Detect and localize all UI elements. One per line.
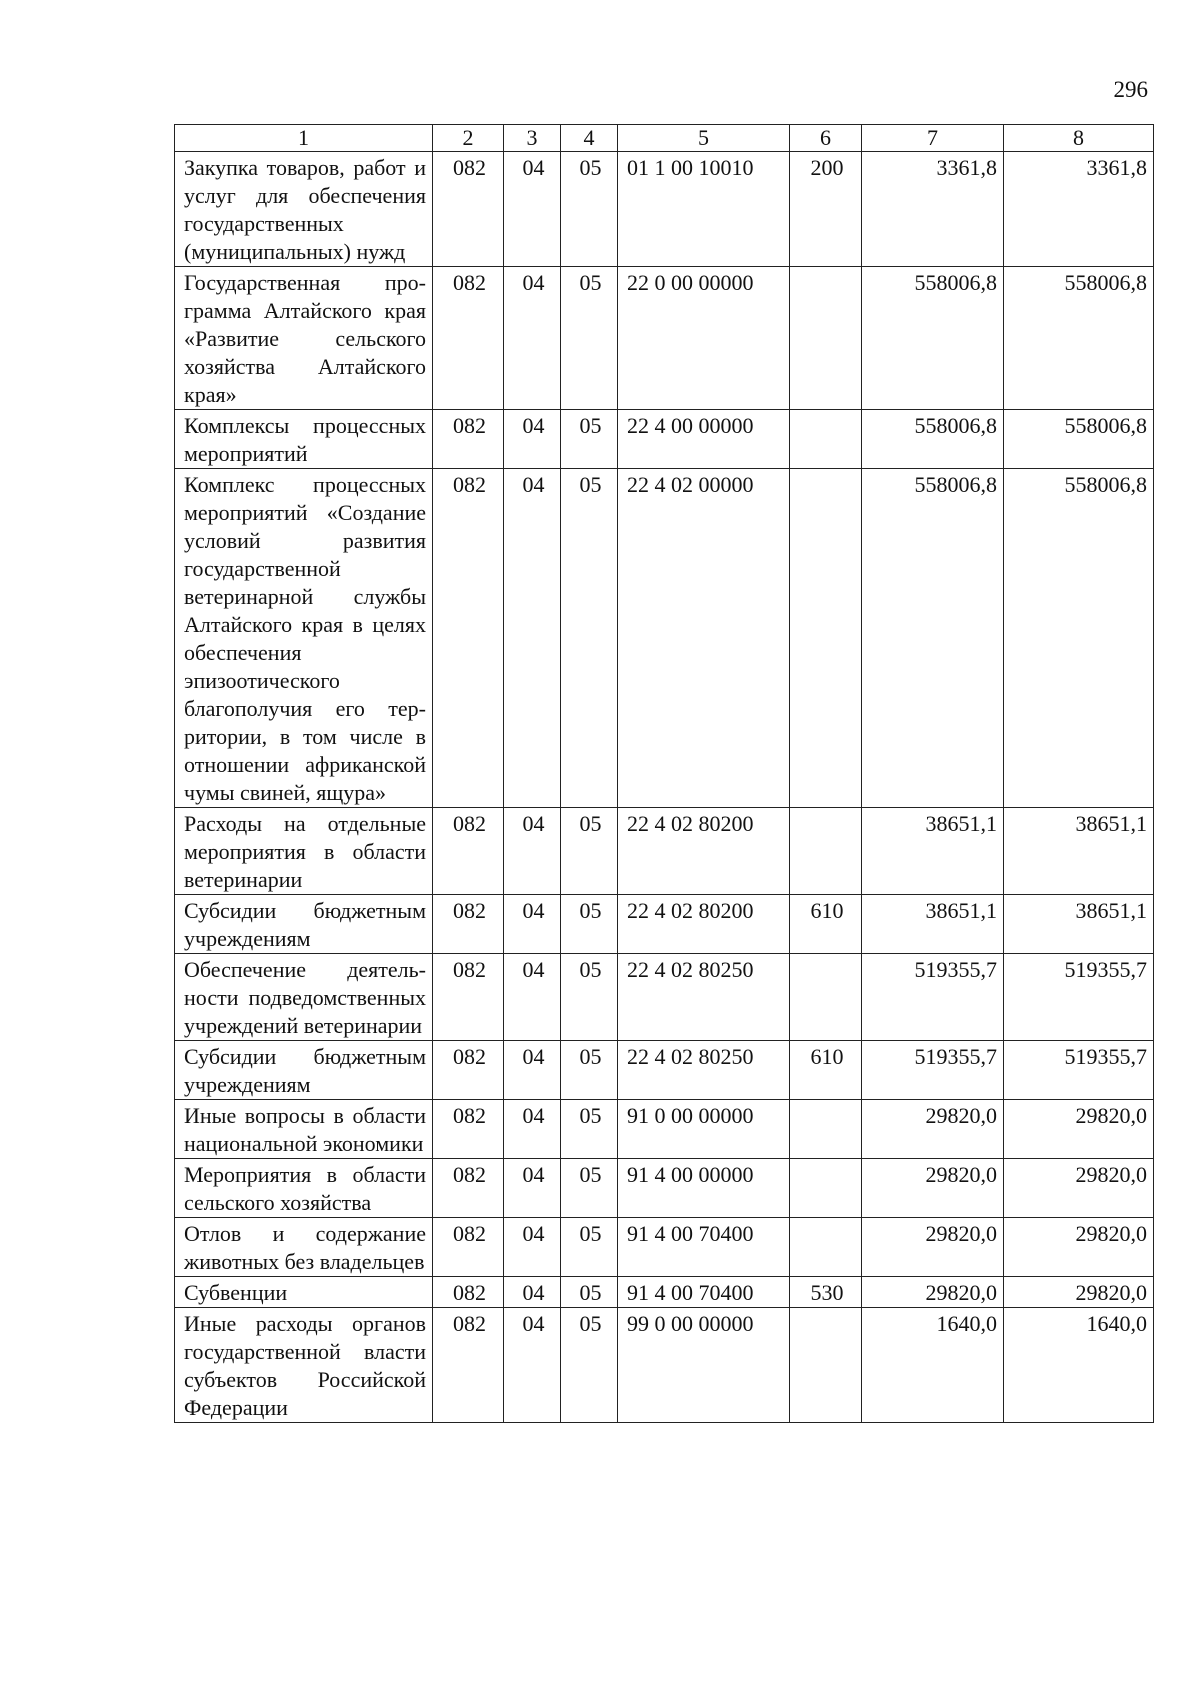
row-expense-type [790,1218,862,1277]
column-header: 5 [618,125,790,152]
row-expense-type [790,1308,862,1423]
row-section: 04 [504,267,561,410]
row-section: 04 [504,1100,561,1159]
page-number: 296 [1113,77,1148,102]
row-amount-2: 519355,7 [1004,1041,1154,1100]
row-section: 04 [504,895,561,954]
row-section: 04 [504,1159,561,1218]
header-row [175,125,1154,152]
row-amount-2: 558006,8 [1004,267,1154,410]
row-target-article: 22 4 02 00000 [618,469,790,808]
row-grbs: 082 [433,1218,504,1277]
row-amount-2: 38651,1 [1004,808,1154,895]
table-row [175,469,1154,808]
row-section: 04 [504,954,561,1041]
table-row [175,1277,1154,1308]
table-row [175,1218,1154,1277]
row-expense-type [790,1159,862,1218]
row-grbs: 082 [433,469,504,808]
row-subsection: 05 [561,954,618,1041]
row-amount-1: 558006,8 [862,410,1004,469]
table-row [175,152,1154,267]
row-grbs: 082 [433,954,504,1041]
row-expense-type [790,410,862,469]
row-amount-2: 558006,8 [1004,410,1154,469]
table-row [175,1308,1154,1423]
table-row [175,267,1154,410]
row-amount-1: 38651,1 [862,808,1004,895]
row-grbs: 082 [433,1100,504,1159]
row-grbs: 082 [433,1159,504,1218]
column-header: 4 [561,125,618,152]
row-amount-1: 29820,0 [862,1159,1004,1218]
row-subsection: 05 [561,469,618,808]
row-section: 04 [504,1041,561,1100]
row-subsection: 05 [561,808,618,895]
row-target-article: 91 4 00 70400 [618,1277,790,1308]
row-amount-1: 558006,8 [862,469,1004,808]
row-expense-type [790,808,862,895]
row-name: Субсидии бюджетным учреждениям [175,895,433,954]
row-amount-2: 29820,0 [1004,1100,1154,1159]
row-target-article: 91 4 00 70400 [618,1218,790,1277]
row-expense-type [790,469,862,808]
row-grbs: 082 [433,1277,504,1308]
row-amount-2: 558006,8 [1004,469,1154,808]
row-expense-type [790,954,862,1041]
row-target-article: 22 4 02 80200 [618,808,790,895]
row-amount-1: 29820,0 [862,1277,1004,1308]
table-row [175,954,1154,1041]
row-amount-1: 519355,7 [862,954,1004,1041]
table-body [175,125,1154,1423]
column-header: 8 [1004,125,1154,152]
row-subsection: 05 [561,1159,618,1218]
row-target-article: 22 0 00 00000 [618,267,790,410]
row-name: Отлов и содержание животных без владельцев [175,1218,433,1277]
row-name: Государственная программа Алтайского края «Развитие сельского хозяйства Алтайского края» [175,267,433,410]
row-target-article: 22 4 02 80250 [618,1041,790,1100]
row-expense-type: 610 [790,1041,862,1100]
row-subsection: 05 [561,1100,618,1159]
row-subsection: 05 [561,1218,618,1277]
column-header: 3 [504,125,561,152]
row-name: Субвенции [175,1277,433,1308]
row-amount-2: 38651,1 [1004,895,1154,954]
table-row [175,1041,1154,1100]
row-expense-type: 530 [790,1277,862,1308]
column-header: 6 [790,125,862,152]
row-target-article: 99 0 00 00000 [618,1308,790,1423]
row-subsection: 05 [561,1308,618,1423]
row-amount-2: 1640,0 [1004,1308,1154,1423]
row-section: 04 [504,1218,561,1277]
row-target-article: 22 4 02 80200 [618,895,790,954]
row-subsection: 05 [561,410,618,469]
row-name: Субсидии бюджетным учреждениям [175,1041,433,1100]
table-row [175,1159,1154,1218]
row-amount-2: 3361,8 [1004,152,1154,267]
row-amount-2: 29820,0 [1004,1218,1154,1277]
row-name: Обеспечение деятельности подведомственных учреждений ветеринарии [175,954,433,1041]
row-grbs: 082 [433,1041,504,1100]
table-row [175,808,1154,895]
row-subsection: 05 [561,267,618,410]
row-amount-2: 29820,0 [1004,1277,1154,1308]
row-grbs: 082 [433,267,504,410]
row-amount-1: 29820,0 [862,1100,1004,1159]
row-subsection: 05 [561,152,618,267]
budget-table [174,124,1154,1423]
column-header: 1 [175,125,433,152]
row-section: 04 [504,808,561,895]
row-name: Иные вопросы в области национальной экономики [175,1100,433,1159]
row-subsection: 05 [561,1041,618,1100]
row-target-article: 91 4 00 00000 [618,1159,790,1218]
row-target-article: 01 1 00 10010 [618,152,790,267]
row-grbs: 082 [433,808,504,895]
row-section: 04 [504,152,561,267]
row-name: Мероприятия в области сельского хозяйства [175,1159,433,1218]
row-amount-1: 29820,0 [862,1218,1004,1277]
row-target-article: 22 4 00 00000 [618,410,790,469]
row-name: Иные расходы органов государственной власти субъектов Российской Федерации [175,1308,433,1423]
row-expense-type: 610 [790,895,862,954]
row-section: 04 [504,410,561,469]
table-row [175,895,1154,954]
row-amount-1: 38651,1 [862,895,1004,954]
table-row [175,1100,1154,1159]
row-section: 04 [504,1277,561,1308]
row-amount-1: 558006,8 [862,267,1004,410]
column-header: 2 [433,125,504,152]
row-name: Комплексы процессных мероприятий [175,410,433,469]
row-amount-2: 29820,0 [1004,1159,1154,1218]
column-header: 7 [862,125,1004,152]
row-expense-type [790,1100,862,1159]
row-amount-1: 1640,0 [862,1308,1004,1423]
row-section: 04 [504,1308,561,1423]
row-subsection: 05 [561,1277,618,1308]
row-amount-1: 519355,7 [862,1041,1004,1100]
row-section: 04 [504,469,561,808]
row-expense-type: 200 [790,152,862,267]
row-name: Комплекс процессных мероприятий «Создание условий развития государственной ветеринарной службы Алтайского края в целях обеспечения эпизоотического благополучия его территории, в том числе в отношении африканской чумы свиней, ящура» [175,469,433,808]
row-name: Расходы на отдельные мероприятия в области ветеринарии [175,808,433,895]
row-name: Закупка товаров, работ и услуг для обеспечения государственных (муниципальных) нужд [175,152,433,267]
row-grbs: 082 [433,410,504,469]
row-expense-type [790,267,862,410]
row-target-article: 22 4 02 80250 [618,954,790,1041]
row-grbs: 082 [433,152,504,267]
row-target-article: 91 0 00 00000 [618,1100,790,1159]
table-row [175,410,1154,469]
row-subsection: 05 [561,895,618,954]
row-grbs: 082 [433,895,504,954]
row-amount-1: 3361,8 [862,152,1004,267]
row-amount-2: 519355,7 [1004,954,1154,1041]
row-grbs: 082 [433,1308,504,1423]
